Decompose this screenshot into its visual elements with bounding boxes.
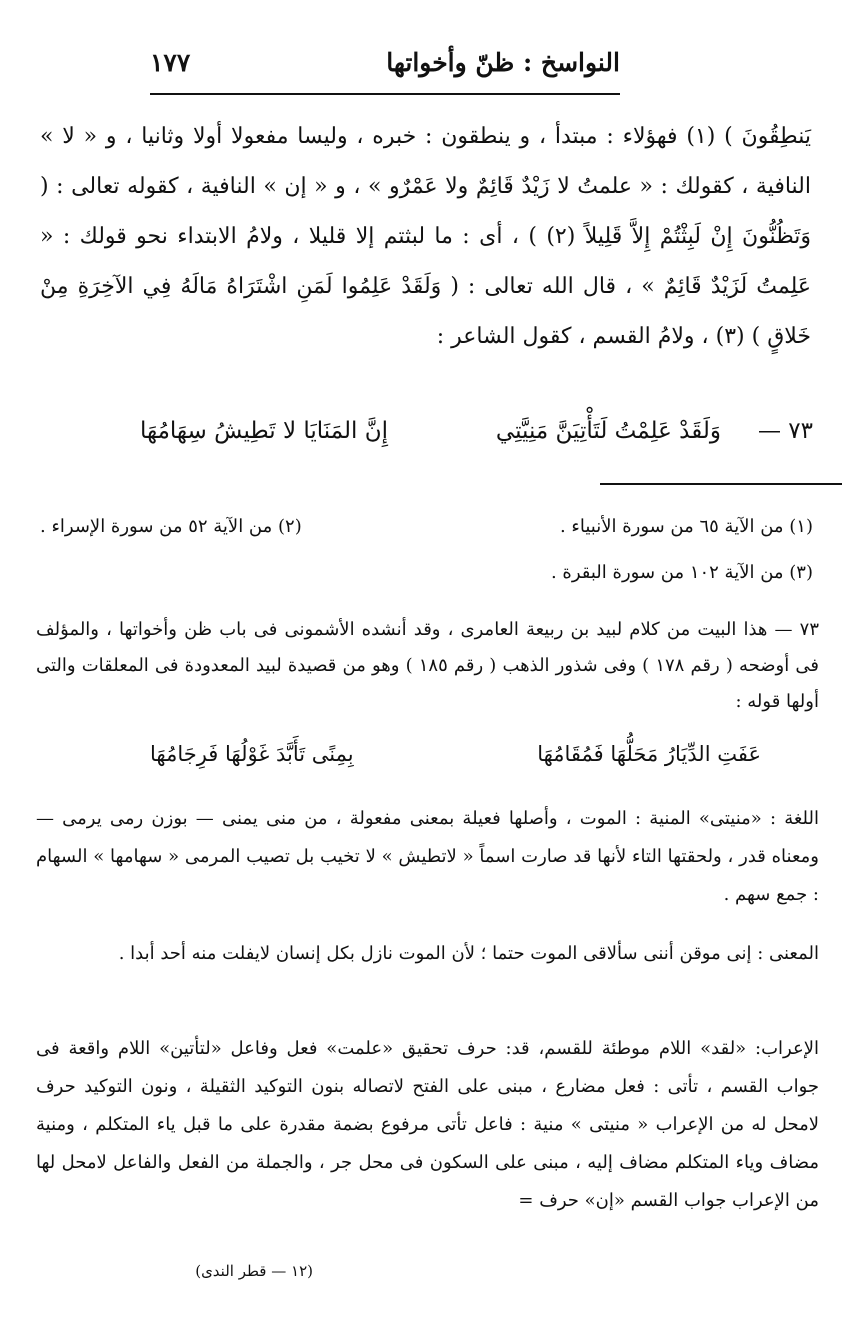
signature-mark: (١٢ — قطر الندى) [195, 1262, 313, 1280]
verse-commentary [36, 612, 819, 720]
cited-verse-first-hemistich: عَفَتِ الدِّيَارُ مَحَلُّهَا فَمُقَامُهَا [537, 742, 761, 766]
page-number: ١٧٧ [150, 48, 191, 77]
footnote-2: (٢) من الآية ٥٢ من سورة الإسراء . [40, 516, 302, 537]
meaning-section [36, 935, 819, 973]
main-paragraph: يَنطِقُونَ ) (١) فهؤلاء : مبتدأ ، و ينطقون : خبره ، وليسا مفعولا أولا وثانيا ، و « لا » النافية ، كقولك : « علمتُ لا زَيْدٌ قَائِمٌ ولا عَمْرٌو » ، و « إن » النافية ، كقوله تعالى : ( وَتَظُنُّونَ إِنْ لَبِثْتُمْ إِلاَّ قَلِيلاً (٢) ) ، أى : ما لبثتم إلا قليلا ، ولامُ الابتداء نحو قولك : « عَلِمتُ لَزَيْدٌ قَائِمٌ » ، قال الله تعالى : ( وَلَقَدْ عَلِمُوا لَمَنِ اشْتَرَاهُ مَالَهُ فِي الآخِرَةِ مِنْ خَلاقٍ ) (٣) ، ولامُ القسم ، كقول الشاعر : [40, 124, 811, 349]
parsing-section [36, 1030, 819, 1220]
footnote-row [40, 562, 813, 583]
footnote-1: (١) من الآية ٦٥ من سورة الأنبياء . [559, 516, 813, 537]
commentary-paragraph: ٧٣ — هذا البيت من كلام لبيد بن ربيعة العامرى ، وقد أنشده الأشمونى فى باب ظن وأخواتها ، والمؤلف فى أوضحه ( رقم ١٧٨ ) وفى شذور الذهب ( رقم ١٨٥ ) وهو من قصيدة لبيد المعدودة فى المعلقات والتى أولها قوله : [36, 619, 819, 712]
parsing-paragraph: الإعراب: «لقد» اللام موطئة للقسم، قد: حرف تحقيق «علمت» فعل وفاعل «لتأتين» اللام واقعة فى جواب القسم ، تأتى : فعل مضارع ، مبنى على الفتح لاتصاله بنون التوكيد الثقيلة ، ونون التوكيد حرف لامحل له من الإعراب « منيتى » منية : فاعل تأتى مرفوع بضمة مقدرة على ما قبل ياء المتكلم ، ومنية مضاف وياء المتكلم مضاف إليه ، مبنى على السكون فى محل جر ، والجملة من الفعل والفاعل لامحل لها من الإعراب جواب القسم «إن» حرف = [36, 1038, 819, 1211]
lexicon-paragraph: اللغة : «منيتى» المنية : الموت ، وأصلها فعيلة بمعنى مفعولة ، من منى يمنى — بوزن رمى يرمى — ومعناه قدر ، ولحقتها التاء لأنها قد صارت اسماً « لاتطيش » لا تخيب بل تصيب المرمى « سهامها » السهام : جمع سهم . [36, 808, 819, 905]
main-text-block [40, 112, 811, 362]
verse-first-hemistich: وَلَقَدْ عَلِمْتُ لَتَأْتِيَنَّ مَنِيَّتِي [495, 418, 721, 444]
lexicon-section [36, 800, 819, 914]
page-header [150, 44, 620, 94]
meaning-paragraph: المعنى : إنى موقن أننى سألاقى الموت حتما ؛ لأن الموت نازل بكل إنسان لايفلت منه أحد أبدا . [118, 943, 819, 964]
header-rule [150, 93, 620, 95]
footnote-separator [600, 483, 842, 485]
poetry-verse [140, 406, 813, 466]
cited-verse [150, 742, 761, 782]
verse-number: ٧٣ — [757, 418, 813, 444]
cited-verse-second-hemistich: بِمِنًى تَأَبَّدَ غَوْلُهَا فَرِجَامُهَا [150, 742, 354, 766]
footnote-3: (٣) من الآية ١٠٢ من سورة البقرة . [550, 562, 813, 583]
footnote-row [40, 516, 813, 537]
header-title: النواسخ : ظنّ وأخواتها [386, 48, 620, 77]
verse-second-hemistich: إِنَّ المَنَايَا لا تَطِيشُ سِهَامُهَا [140, 418, 389, 444]
